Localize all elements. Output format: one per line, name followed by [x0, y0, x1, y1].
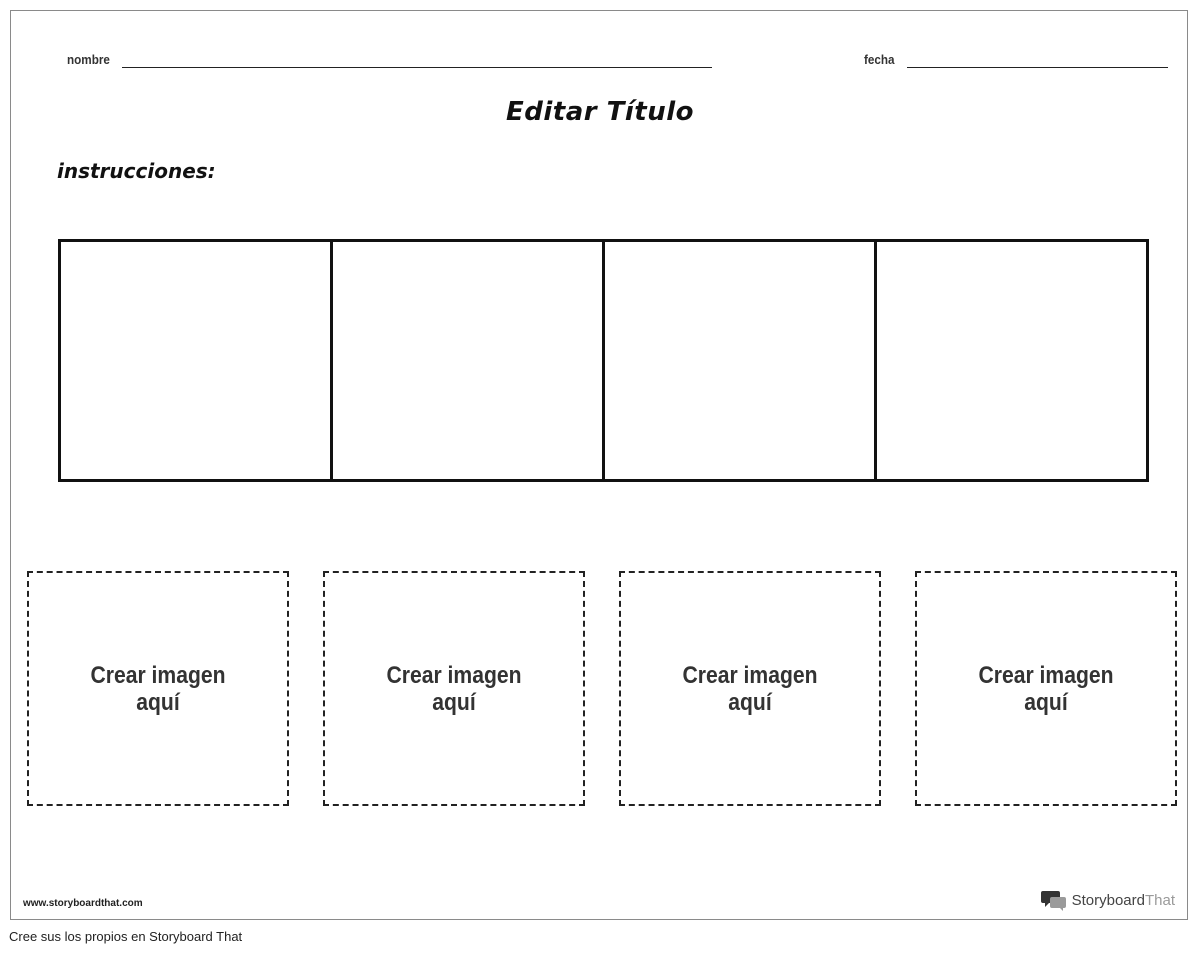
image-placeholder-label	[57, 662, 259, 716]
placeholder-line-2: aquí	[136, 688, 180, 716]
image-placeholder-1[interactable]	[27, 571, 289, 806]
placeholder-line-1: Crear imagen	[682, 661, 818, 689]
date-line[interactable]	[907, 67, 1168, 68]
placeholder-line-2: aquí	[728, 688, 772, 716]
placeholder-line-1: Crear imagen	[386, 661, 522, 689]
brand-name	[1072, 892, 1175, 909]
image-placeholder-2[interactable]	[323, 571, 585, 806]
placeholder-line-1: Crear imagen	[90, 661, 226, 689]
placeholder-line-1: Crear imagen	[978, 661, 1114, 689]
image-placeholder-label	[945, 662, 1147, 716]
storyboardthat-logo	[1041, 889, 1175, 911]
storyboard-row	[58, 239, 1149, 482]
storyboard-cell-2[interactable]	[330, 242, 602, 479]
speech-bubbles-logo-icon	[1041, 889, 1067, 911]
placeholder-line-2: aquí	[1024, 688, 1068, 716]
storyboard-cell-1[interactable]	[61, 242, 330, 479]
image-placeholder-4[interactable]	[915, 571, 1177, 806]
worksheet-title[interactable]: Editar Título	[506, 97, 694, 127]
worksheet	[10, 10, 1188, 920]
name-line[interactable]	[122, 67, 712, 68]
storyboard-cell-4[interactable]	[874, 242, 1146, 479]
instructions-label[interactable]: instrucciones:	[57, 159, 216, 183]
image-placeholder-label	[353, 662, 555, 716]
storyboard-cell-3[interactable]	[602, 242, 874, 479]
site-url: www.storyboardthat.com	[23, 898, 143, 909]
name-label: nombre	[67, 52, 110, 67]
placeholder-line-2: aquí	[432, 688, 476, 716]
create-your-own-link[interactable]: Cree sus los propios en Storyboard That	[9, 929, 243, 944]
date-label: fecha	[864, 52, 895, 67]
brand-name-dark: Storyboard	[1071, 891, 1145, 909]
brand-name-light: That	[1144, 891, 1175, 909]
image-placeholder-3[interactable]	[619, 571, 881, 806]
image-placeholder-label	[649, 662, 851, 716]
